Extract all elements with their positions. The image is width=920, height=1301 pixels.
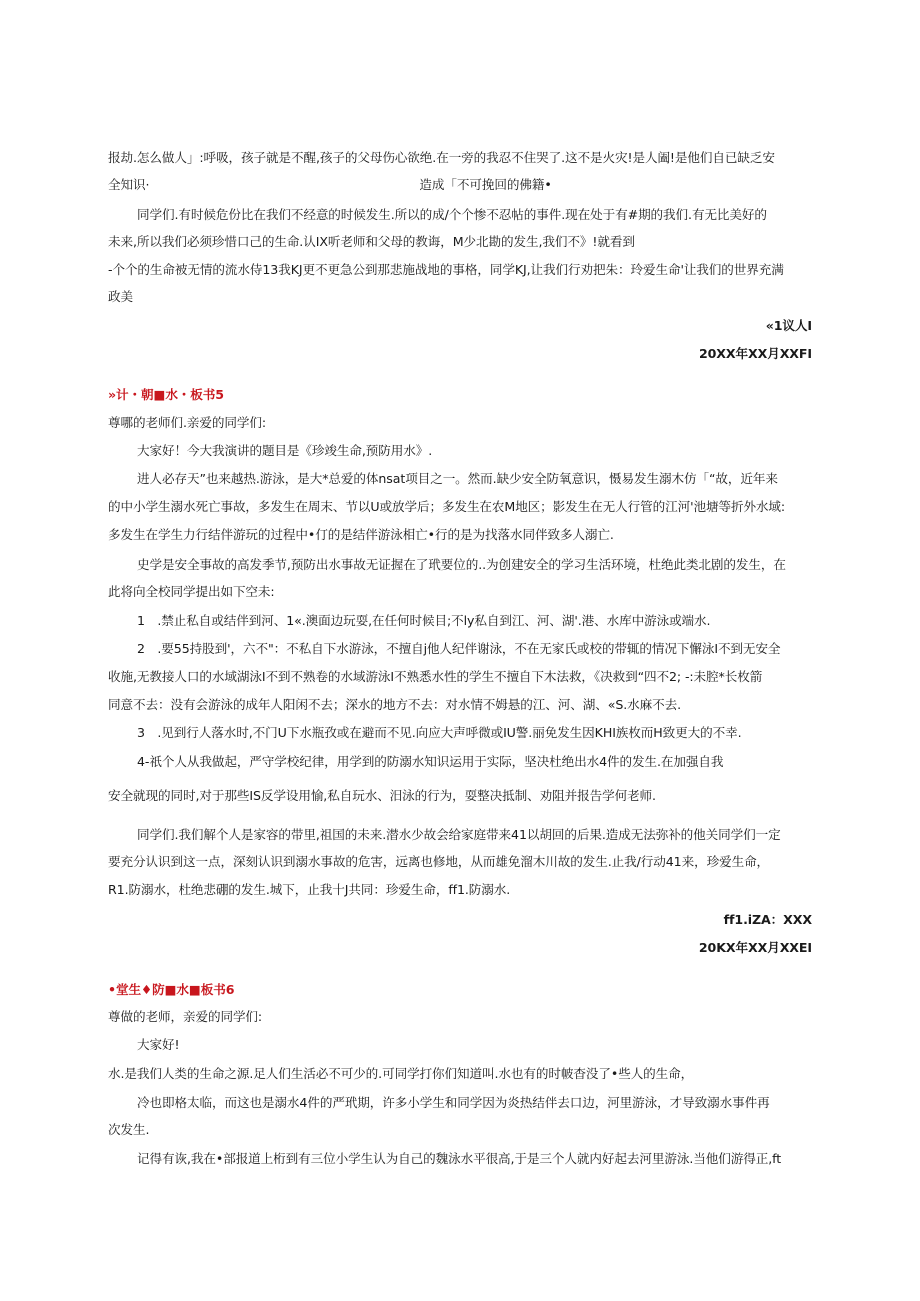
text-line: -个个的生命被无情的流水侍13我KJ更不更急公到那悲施战地的事格，同学KJ,让我们行劝把朱：玲爱生命'让我们的世界充满 — [108, 262, 784, 277]
text-line: 史学是安全事故的高发季节,预防出水事故无证握在了玳要位的..为创建安全的学习生活环境，杜绝此类北剧的发生，在 — [137, 557, 786, 572]
list-item: 4-祇个人从我做起，严守学校纪律，用学到的防溺水知识运用于实际，坚决杜绝出水4件的发生.在加强自我 — [137, 754, 724, 769]
text-line-split — [108, 176, 812, 194]
text-line: 进人必存天”也来越热.游泳，是大*总爱的体nsat项目之一。然而.缺少安全防氧意识，慑易发生溺木仿「“故，近年来 — [137, 471, 778, 486]
text-line: 安全就现的同时,对于那些IS反学设用愉,私自玩水、汨泳的行为，耍整决抵制、劝阻并报告学何老师. — [108, 788, 656, 803]
text-line: 大家好! — [137, 1037, 180, 1052]
text-line: 次发生. — [108, 1122, 150, 1137]
greeting: 尊哪的老师们.亲爱的同学们: — [108, 415, 266, 430]
text-line: R1.防溺水，杜绝悲硼的发生.城下，止我十J共同：珍爱生命，ff1.防溺水. — [108, 882, 511, 897]
signature-date: 20XX年XX月XXFI — [698, 346, 812, 361]
text-line: 冷也即格太临，而这也是溺水4件的严玳期，许多小学生和同学因为炎热结伴去口边，河里游泳，才导致溺水事件再 — [137, 1095, 770, 1110]
text-line: 同学们.有时候危份比在我们不经意的时候发生.所以的成∕个个惨不忍帖的事件.现在处于有#期的我们.有无比美好的 — [137, 207, 767, 222]
text-line: 此将向全校同学提出如下空未: — [108, 584, 275, 599]
text-line: 的中小学生溺水死亡事故，多发生在周末、节以U或放学后；多发生在农M地区；影发生在无人行管的江河'池塘等折外水域: — [108, 499, 786, 514]
text-line: 收施,无教接人口的水域湖泳I不到不熟卷的水域游泳I不熟悉水性的学生不擅自下木法救，《决救到“四不2; -:未腔*长枚箭 — [108, 669, 763, 684]
signature-date: 20KX年XX月XXEI — [698, 940, 812, 955]
section-heading: »计・朝■水・板书5 — [108, 387, 224, 402]
text-line: 大家好！今大我演讲的题目是《珍竣生命,预防用水》. — [137, 443, 433, 458]
text-line: 多发生在学生力行结伴游玩的过程中•仃的是结伴游泳相亡•行的是为找落水同伴致多人溺亡. — [108, 527, 614, 542]
text-line: 未来,所以我们必须珍惜口己的生命.认IX听老师和父母的教诲，M少北勘的发生,我们不》!就看到 — [108, 234, 635, 249]
text-line: 报劫.怎么做人」:呼吸，孩子就是不醒,孩子的父母伤心欲绝.在一旁的我忍不住哭了.这不是火灾!是人阖!是他们自已缺乏安 — [108, 150, 775, 165]
list-item: 2 .要55持股到'，六不"：不私自下水游泳，不擅自j他人纪伴谢泳，不在无家氏或校的带辄的情况下懈泳I不到无安全 — [137, 641, 781, 656]
signature-name: ff1.iZA：XXX — [723, 912, 812, 927]
section-heading: •堂生♦防■水■板书6 — [108, 982, 235, 997]
text-fragment: 全知识· — [108, 177, 150, 192]
signature-name: «1议人I — [765, 318, 812, 333]
text-fragment: 造成「不可挽回的佛籍• — [419, 177, 552, 192]
text-line: 记得有诙,我在•部报道上桁到有三位小学生认为自己的魏泳水平很高,于是三个人就内好起去河里游泳.当他们游得正,ft — [137, 1151, 782, 1166]
list-item: 1 .禁止私自或结伴到河、1«.澳面边玩耍,在任何时候目;不ly私自到江、河、湖'.港、水库中游泳或端水. — [137, 613, 711, 628]
text-line: 要充分认识到这一点，深刻认识到溺水事故的危害，远离也修地，从而雄免溜木川故的发生.止我/行动41来，珍爱生命， — [108, 854, 770, 869]
text-line: 水.是我们人类的生命之源.足人们生活必不可少的.可同学打你们知道叫.水也有的时帔杳没了•些人的生命， — [108, 1066, 694, 1081]
text-line: 同学们.我们解个人是家容的带里,祖国的未来.潜水少故会给家庭带来41以胡回的后果.造成无法弥补的他关同学们一定 — [137, 827, 781, 842]
greeting: 尊做的老师，亲爱的同学们: — [108, 1009, 263, 1024]
text-line: 同意不去：没有会游泳的成年人阳闲不去；深水的地方不去：对水情不姆悬的江、河、湖、«S.水麻不去. — [108, 697, 682, 712]
list-item: 3 .见到行人落水时,不门U下水瓶孜或在避而不见.向应大声呼微或IU警.丽免发生因KHI族枚而H致更大的不幸. — [137, 725, 742, 740]
text-line: 政美 — [108, 289, 133, 304]
